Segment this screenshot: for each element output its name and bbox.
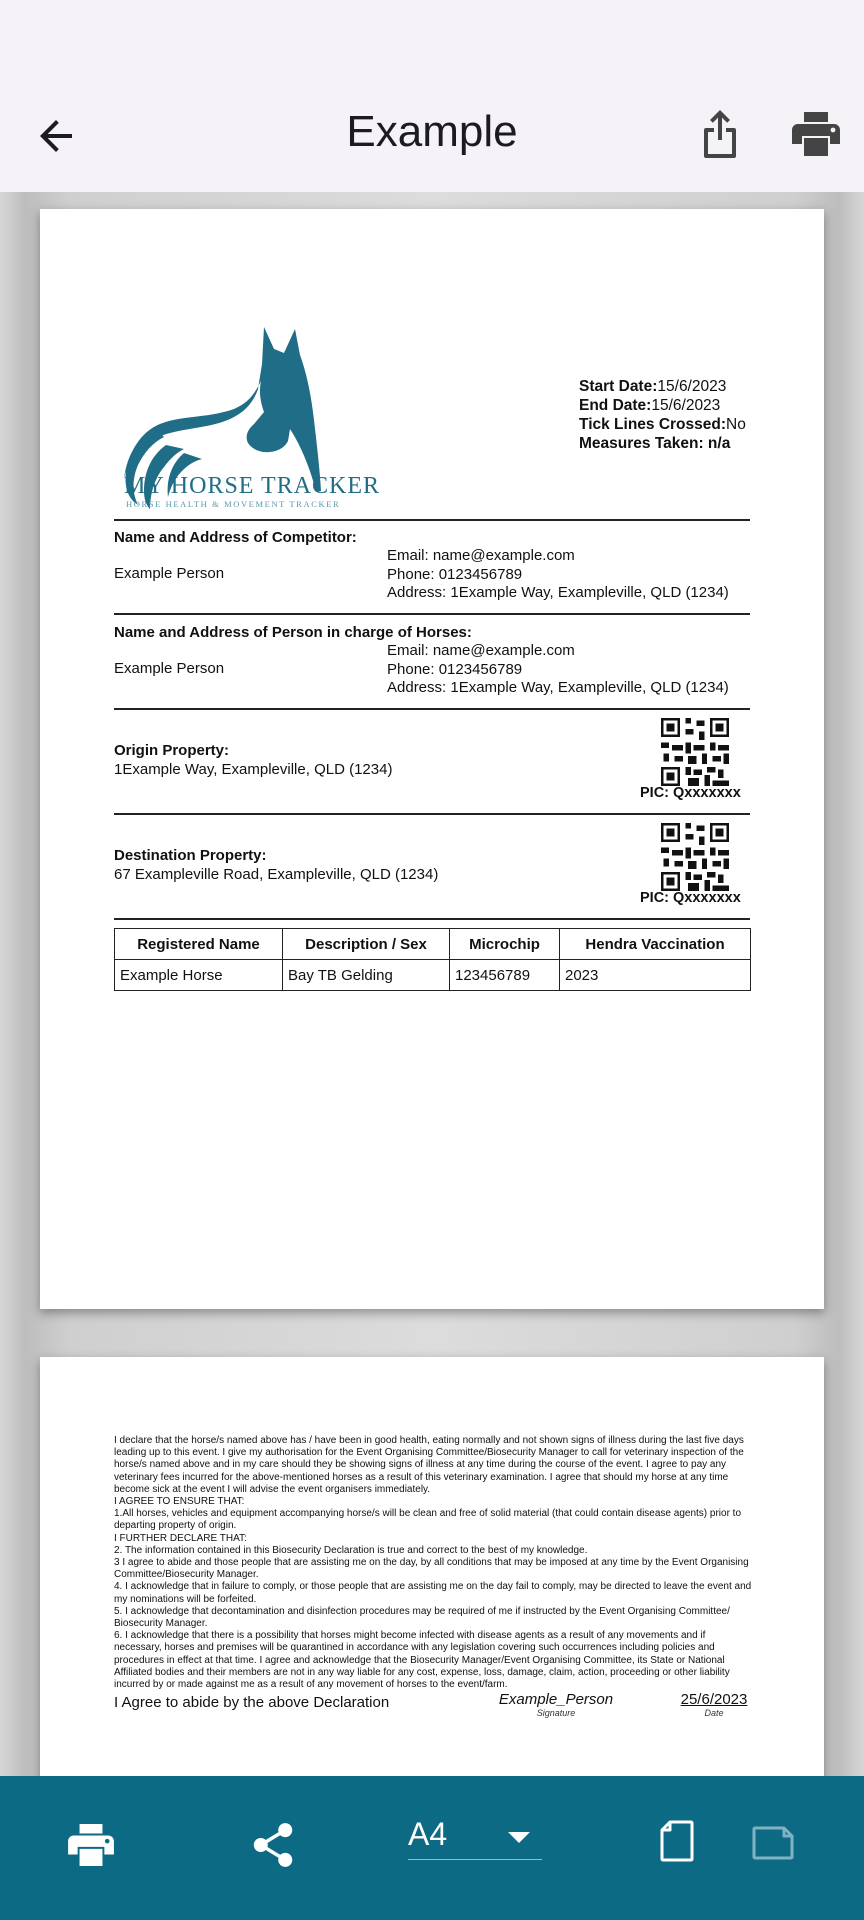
origin-pic: PIC: Qxxxxxxx [640,785,741,801]
handler-phone: Phone: 0123456789 [387,660,523,678]
paper-size-value: A4 [408,1816,448,1852]
logo-title: MY HORSE TRACKER [124,473,381,499]
start-date-label: Start Date: [579,378,658,395]
divider [114,708,750,710]
divider [114,918,750,920]
app-bar [0,72,864,192]
page-title: Example [346,107,518,156]
competitor-email: Email: name@example.com [387,547,575,564]
pdf-preview[interactable] [0,192,864,1776]
handler-name: Example Person [114,660,225,677]
divider [114,813,750,815]
tick-lines-label: Tick Lines Crossed: [579,416,727,433]
destination-address: 67 Exampleville Road, Exampleville, QLD (1234) [114,866,439,883]
date-summary [579,377,746,453]
portrait-orientation-icon[interactable] [660,1820,694,1862]
divider [114,519,750,521]
horse-table [114,928,751,991]
paper-size-select[interactable] [408,1812,542,1860]
print-icon[interactable] [68,1824,114,1866]
competitor-address: Address: 1Example Way, Exampleville, QLD (1234) [387,584,729,601]
declaration-paragraph: I FURTHER DECLARE THAT: [114,1532,247,1544]
share-icon[interactable] [696,108,744,160]
document-page-1 [40,209,824,1309]
print-icon[interactable] [792,112,840,156]
column-header: Microchip [450,929,560,960]
declaration-paragraph: 4. I acknowledge that in failure to comply, or those people that are assisting me on the day fail to comply, may be directed to leave the event and my nominations will be forfeited. [114,1581,752,1605]
origin-address: 1Example Way, Exampleville, QLD (1234) [114,761,393,778]
column-header: Description / Sex [283,929,450,960]
handler-heading: Name and Address of Person in charge of Horses: [114,624,472,641]
declaration-date: 25/6/2023 [680,1691,748,1708]
logo-tagline: HORSE HEALTH & MOVEMENT TRACKER [126,499,341,509]
tick-lines-value: No [726,416,746,433]
handler-contact [387,642,729,698]
start-date-value: 15/6/2023 [657,378,727,395]
measures-taken: Measures Taken: n/a [579,435,731,452]
declaration-paragraph: 5. I acknowledge that decontamination and disinfection procedures may be required of me if instructed by the Event Organising Committee/ Biosecurity Manager. [114,1605,730,1630]
signature-caption: Signature [536,1708,576,1718]
competitor-contact [387,547,729,603]
end-date-value: 15/6/2023 [651,397,721,414]
declaration-paragraph: 3 I agree to abide and those people that are assisting me on the day, by all conditions that may be imposed at any time by the Event Organising Committee/Biosecurity Manager. [114,1557,749,1581]
signature-block [486,1691,626,1718]
declaration-text [114,1435,754,1691]
declaration-paragraph: 6. I acknowledge that there is a possibility that horses might become infected with disease agents as a result of any movements and if necessary, horses and premises will be quarantined in accordance with any legislation covering such occurrences including policies and procedures in effect at that time. I agree and acknowledge that the Biosecurity Manager/Event Organising Committee, its State or National Affiliated bodies and their members are not in any way liable for any cost, expense, loss, damage, claim, action, proceeding or other liability incurred by or made against me as a result of any movement of horses to the event/farm. [114,1630,730,1691]
destination-heading: Destination Property: [114,847,267,864]
date-caption: Date [704,1708,724,1718]
table-cell: 2023 [560,960,751,991]
competitor-name: Example Person [114,565,225,582]
qr-code-icon [661,823,729,891]
column-header: Hendra Vaccination [560,929,751,960]
end-date-label: End Date: [579,397,652,414]
origin-heading: Origin Property: [114,742,230,759]
table-cell: 123456789 [450,960,560,991]
qr-code-icon [661,718,729,786]
divider [114,613,750,615]
column-header: Registered Name [115,929,283,960]
handler-address: Address: 1Example Way, Exampleville, QLD (1234) [387,679,729,696]
table-cell: Example Horse [115,960,283,991]
table-header-row [115,929,751,960]
handler-email: Email: name@example.com [387,642,575,659]
table-row [115,960,751,991]
share-nodes-icon[interactable] [252,1822,294,1868]
destination-pic: PIC: Qxxxxxxx [640,890,741,906]
declaration-paragraph: I AGREE TO ENSURE THAT: [114,1496,245,1508]
agree-statement: I Agree to abide by the above Declaration [114,1694,390,1711]
table-cell: Bay TB Gelding [283,960,450,991]
status-bar [0,0,864,72]
declaration-paragraph: I declare that the horse/s named above has / have been in good health, eating normally and not shown signs of illness during the last five days leading up to this event. I give my authorisation for the Event Organising Committee/Biosecurity Manager to call for veterinary inspection of the horse/s named above and in my care should they be showing signs of illness at any time during the course of the event. I agree to pay any veterinary fees incurred for the above-mentioned horses as a result of this veterinary examination. I agree that should my horse at any time become sick at the event I will advise the event organisers immediately. [114,1435,744,1495]
declaration-paragraph: 2. The information contained in this Biosecurity Declaration is true and correct to the best of my knowledge. [114,1544,588,1556]
document-page-2 [40,1357,824,1776]
date-block [676,1691,752,1718]
competitor-phone: Phone: 0123456789 [387,565,523,583]
signature-value: Example_Person [498,1691,614,1708]
landscape-orientation-icon[interactable] [752,1826,794,1860]
competitor-heading: Name and Address of Competitor: [114,529,357,546]
declaration-paragraph: 1.All horses, vehicles and equipment accompanying horse/s will be clean and free of solid material (that could contain disease agents) prior to departing property of origin. [114,1508,742,1532]
chevron-down-icon [508,1832,530,1843]
print-options-bar [0,1776,864,1920]
